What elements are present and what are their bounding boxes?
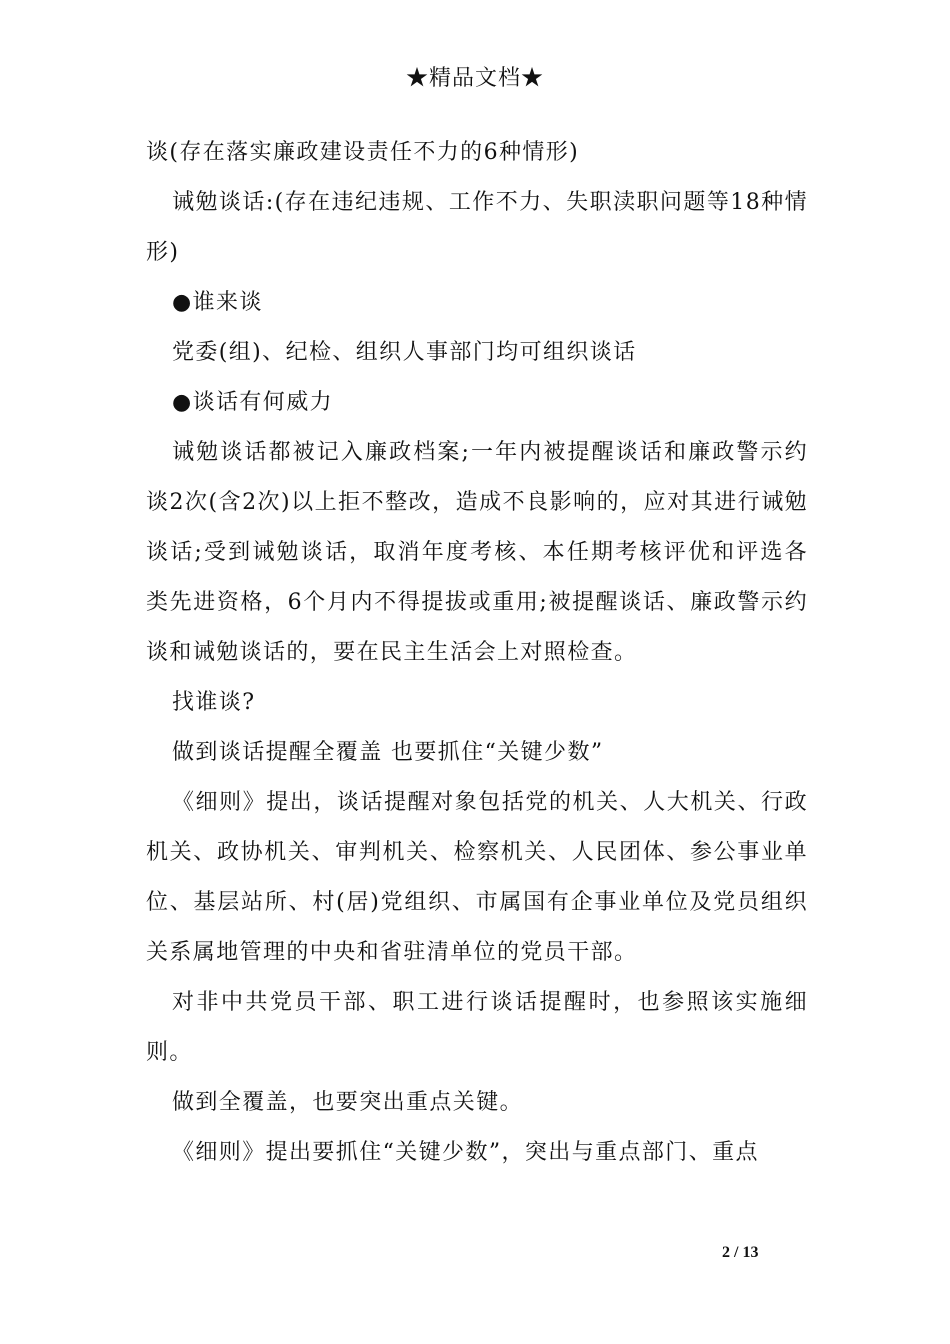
header-title: ★精品文档★ bbox=[405, 66, 544, 91]
section-subheading-coverage: 做到谈话提醒全覆盖 也要抓住“关键少数” bbox=[172, 740, 604, 765]
bullet-heading-who-talks: ●谁来谈 bbox=[172, 290, 263, 315]
paragraph-continuation: 谈(存在落实廉政建设责任不力的6种情形) bbox=[146, 140, 580, 165]
paragraph-non-party: 对非中共党员干部、职工进行谈话提醒时，也参照该实施细则。 bbox=[146, 990, 808, 1065]
paragraph-consequences: 诫勉谈话都被记入廉政档案;一年内被提醒谈话和廉政警示约谈2次(含2次)以上拒不整改，造成不良影响的，应对其进行诫勉谈话;受到诫勉谈话，取消年度考核、本任期考核评优和评选各类先进资格，6个月内不得提拔或重用;被提醒谈话、廉政警示约谈和诫勉谈话的，要在民主生活会上对照检查。 bbox=[146, 440, 808, 665]
document-header bbox=[0, 62, 950, 96]
paragraph-organizers: 党委(组)、纪检、组织人事部门均可组织谈话 bbox=[172, 340, 637, 365]
page-number: 2 / 13 bbox=[722, 1244, 759, 1261]
bullet-heading-talk-power: ●谈话有何威力 bbox=[172, 390, 333, 415]
section-heading-whom: 找谁谈? bbox=[172, 690, 256, 715]
paragraph-admonition-talk: 诫勉谈话:(存在违纪违规、工作不力、失职渎职问题等18种情形) bbox=[146, 190, 808, 265]
paragraph-targets: 《细则》提出，谈话提醒对象包括党的机关、人大机关、行政机关、政协机关、审判机关、检察机关、人民团体、参公事业单位、基层站所、村(居)党组织、市属国有企事业单位及党员组织关系属地管理的中央和省驻清单位的党员干部。 bbox=[146, 790, 808, 965]
paragraph-key-minority: 《细则》提出要抓住“关键少数”，突出与重点部门、重点 bbox=[172, 1140, 759, 1165]
paragraph-focus: 做到全覆盖，也要突出重点关键。 bbox=[172, 1090, 524, 1115]
document-body bbox=[146, 128, 808, 1178]
